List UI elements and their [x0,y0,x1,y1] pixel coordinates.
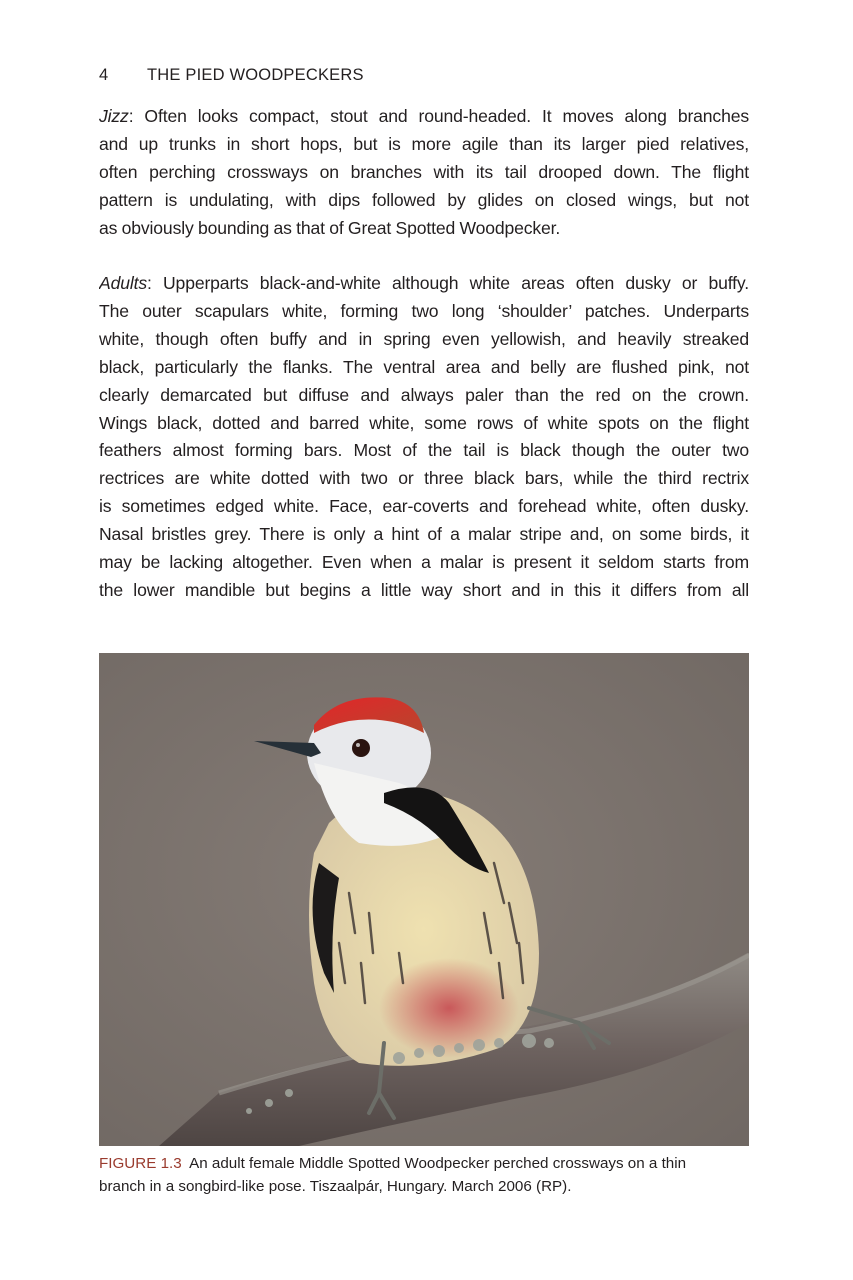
text-line: is sometimes edged white. Face, ear-coverts and forehead white, often dusky. [99,496,749,517]
text-line: white, though often buffy and in spring even yellowish, and heavily streaked [99,328,749,349]
text-line: may be lacking altogether. Even when a malar is present it seldom starts from [99,552,749,573]
text-line: feathers almost forming bars. Most of the tail is black though the outer two [99,440,749,461]
figure-label: FIGURE 1.3 [99,1155,182,1172]
text-line: The outer scapulars white, forming two long ‘shoulder’ patches. Underparts [99,300,749,321]
text-line: Nasal bristles grey. There is only a hint of a malar stripe and, on some birds, it [99,524,749,545]
text-line: Wings black, dotted and barred white, some rows of white spots on the flight [99,412,749,433]
text-line: Jizz: Often looks compact, stout and round-headed. It moves along branches [99,106,749,126]
text-line: often perching crossways on branches with its tail drooped down. The flight [99,161,749,182]
text-line: the lower mandible but begins a little way short and in this it differs from all [99,579,749,600]
text-line: pattern is undulating, with dips followed by glides on closed wings, but not [99,189,749,210]
caption-line: branch in a songbird-like pose. Tiszaalpár, Hungary. March 2006 (RP). [99,1178,572,1195]
text-line: Adults: Upperparts black-and-white although white areas often dusky or buffy. [99,273,749,293]
bird-eye [352,739,370,757]
paragraph-label: Adults [99,273,147,293]
text-line: clearly demarcated but diffuse and always paler than the red on the crown. [99,384,749,405]
text-line: black, particularly the flanks. The ventral area and belly are flushed pink, not [99,356,749,377]
page-number: 4 [99,66,109,84]
text-line: and up trunks in short hops, but is more agile than its larger pied relatives, [99,133,749,154]
paragraph-adults [99,270,749,605]
figure-photo [99,653,749,1146]
text-line: as obviously bounding as that of Great Spotted Woodpecker. [99,217,561,238]
paragraph-label: Jizz [99,106,129,126]
figure-caption [99,1152,749,1198]
chapter-title: THE PIED WOODPECKERS [147,66,364,84]
text-line: rectrices are white dotted with two or three black bars, while the third rectrix [99,468,749,489]
caption-line: FIGURE 1.3 An adult female Middle Spotted Woodpecker perched crossways on a thin [99,1155,687,1172]
running-head [99,66,364,85]
paragraph-jizz [99,103,749,243]
